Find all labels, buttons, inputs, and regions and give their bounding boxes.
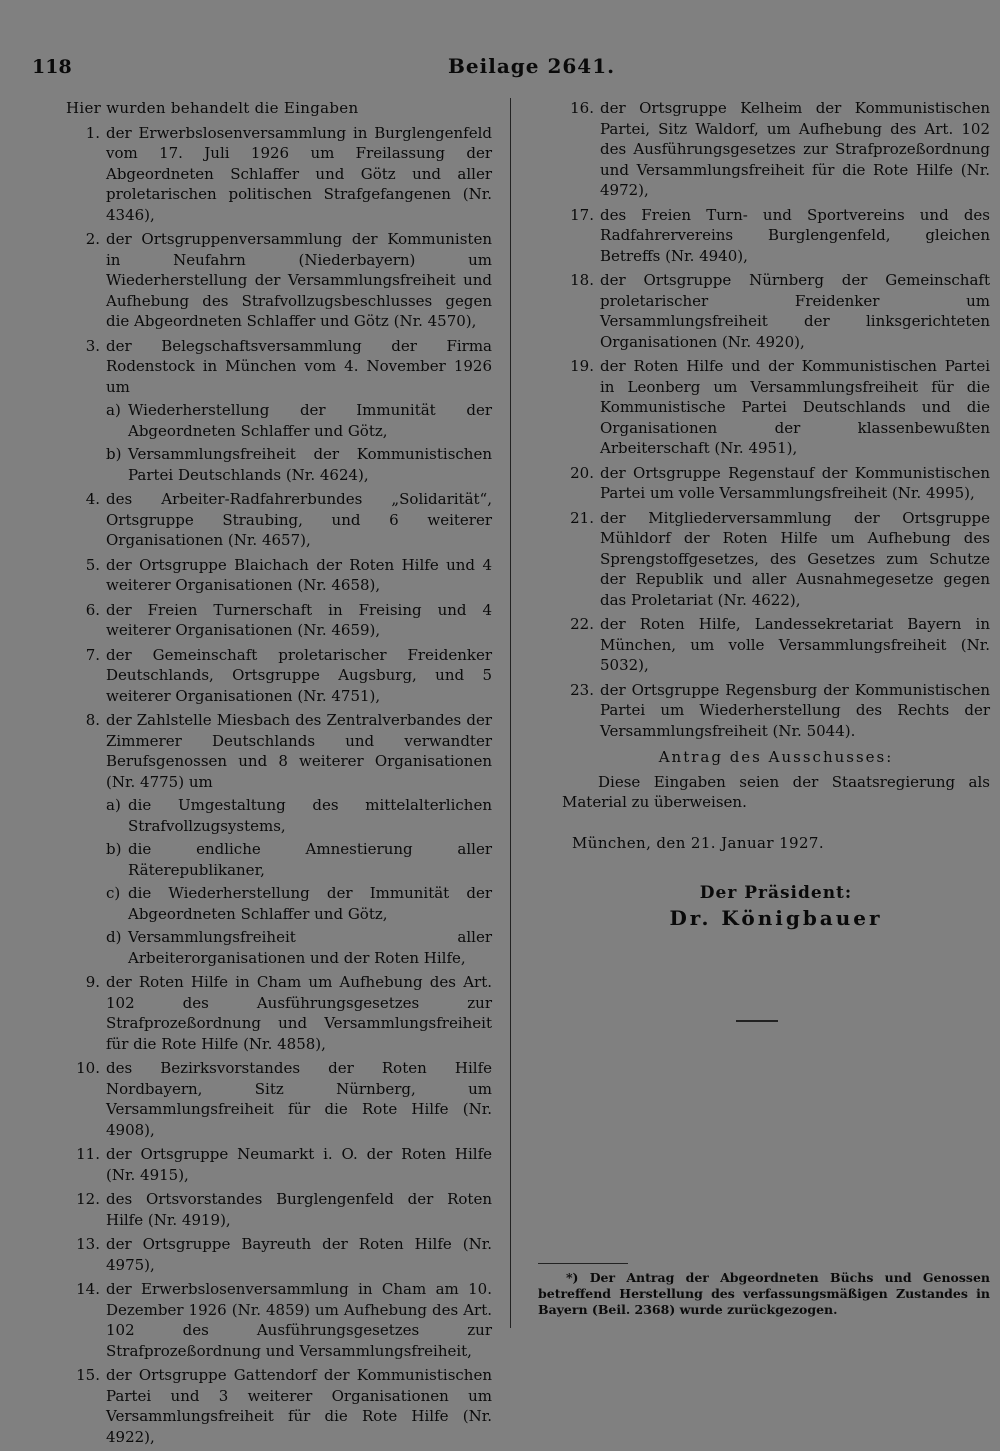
list-item	[66, 600, 492, 641]
item-body	[106, 489, 492, 551]
president-name: Dr. Königbauer	[669, 905, 883, 930]
item-text: der Ortsgruppe Regensburg der Kommunistischen Partei um Wiederherstellung des Rechts der Versammlungsfreiheit (Nr. 5044).	[600, 680, 990, 740]
item-body	[106, 1279, 492, 1361]
sub-text: Versammlungsfreiheit der Kommunistischen Partei Deutschlands (Nr. 4624),	[128, 445, 492, 484]
item-text: des Freien Turn- und Sportvereins und des Radfahrervereins Burglengenfeld, gleichen Betreffs (Nr. 4940),	[600, 205, 990, 265]
sub-label: a)	[106, 796, 121, 814]
right-column	[562, 98, 990, 928]
item-number: 18.	[570, 271, 594, 289]
item-number: 11.	[76, 1145, 100, 1163]
list-item	[66, 1058, 492, 1140]
intro-text: Hier wurden behandelt die Eingaben	[66, 99, 359, 117]
list-item	[66, 489, 492, 551]
item-text: der Belegschaftsversammlung der Firma Rodenstock in München vom 4. November 1926 um	[106, 336, 492, 396]
item-number: 10.	[76, 1059, 100, 1077]
sub-text: die Wiederherstellung der Immunität der Abgeordneten Schlaffer und Götz,	[128, 884, 492, 923]
sub-list	[106, 400, 492, 485]
sub-label: c)	[106, 884, 121, 902]
left-entry-list	[66, 123, 492, 1448]
list-item	[66, 336, 492, 486]
item-number: 5.	[85, 555, 100, 574]
item-text: der Ortsgruppe Regenstauf der Kommunistischen Partei um volle Versammlungsfreiheit (Nr. 4995),	[600, 463, 990, 502]
list-item	[562, 680, 990, 742]
left-column	[66, 98, 492, 1451]
list-item	[562, 98, 990, 201]
item-text: der Roten Hilfe, Landessekretariat Bayern in München, um volle Versammlungsfreiheit (Nr. 5032),	[600, 615, 990, 674]
item-body	[106, 1189, 492, 1230]
item-body	[106, 1144, 492, 1185]
item-number: 6.	[85, 600, 100, 619]
committee-motion-text: Diese Eingaben seien der Staatsregierung als Material zu überweisen.	[562, 772, 990, 811]
item-text: der Gemeinschaft proletarischer Freidenker Deutschlands, Ortsgruppe Augsburg, und 5 weiterer Organisationen (Nr. 4751),	[106, 645, 492, 705]
item-text: der Roten Hilfe in Cham um Aufhebung des Art. 102 des Ausführungsgesetzes zur Strafprozeßordnung und Versammlungsfreiheit für die Rote Hilfe (Nr. 4858),	[106, 973, 492, 1053]
sub-list	[106, 795, 492, 968]
list-item	[66, 555, 492, 596]
sub-text: die endliche Amnestierung aller Räterepublikaner,	[128, 840, 492, 879]
item-body	[106, 645, 492, 707]
item-body	[600, 356, 990, 459]
item-text: der Erwerbslosenversammlung in Burglengenfeld vom 17. Juli 1926 um Freilassung der Abgeordneten Schlaffer und Götz und aller proletarischen politischen Strafgefangenen (Nr. 4346),	[106, 123, 492, 224]
item-text: der Freien Turnerschaft in Freising und 4 weiterer Organisationen (Nr. 4659),	[106, 600, 492, 639]
sub-text: Wiederherstellung der Immunität der Abgeordneten Schlaffer und Götz,	[128, 401, 492, 440]
item-text: der Ortsgruppe Kelheim der Kommunistischen Partei, Sitz Waldorf, um Aufhebung des Art. 102 des Ausführungsgesetzes zur Strafprozeßordnung und Versammlungsfreiheit für die Rote Hilfe (Nr. 4972),	[600, 99, 990, 199]
item-number: 17.	[570, 205, 594, 224]
page-number: 118	[32, 56, 72, 78]
item-number: 20.	[570, 463, 594, 482]
sub-text: die Umgestaltung des mittelalterlichen Strafvollzugsystems,	[128, 796, 492, 835]
item-text: der Mitgliederversammlung der Ortsgruppe Mühldorf der Roten Hilfe um Aufhebung des Sprengstoffgesetzes, des Gesetzes zum Schutze der Republik und aller Ausnahmegesetze gegen das Proletariat (Nr. 4622),	[600, 508, 990, 609]
sub-item	[106, 927, 492, 968]
item-body	[106, 1365, 492, 1447]
sub-label: d)	[106, 928, 122, 946]
item-body	[106, 336, 492, 486]
item-body	[106, 1058, 492, 1140]
list-item	[66, 710, 492, 968]
item-text: der Ortsgruppe Blaichach der Roten Hilfe und 4 weiterer Organisationen (Nr. 4658),	[106, 555, 492, 594]
item-body	[600, 508, 990, 611]
item-body	[600, 680, 990, 742]
item-text: der Ortsgruppenversammlung der Kommunisten in Neufahrn (Niederbayern) um Wiederherstellung der Versammlungsfreiheit und Aufhebung des Strafvollzugsbeschlusses gegen die Abgeordneten Schlaffer und Götz (Nr. 4570),	[106, 230, 492, 330]
list-item	[562, 205, 990, 267]
item-number: 8.	[85, 711, 100, 729]
item-number: 4.	[85, 490, 100, 508]
item-number: 14.	[76, 1280, 100, 1298]
sub-text: Versammlungsfreiheit aller Arbeiterorganisationen und der Roten Hilfe,	[128, 928, 492, 967]
item-number: 7.	[85, 645, 100, 664]
list-item	[562, 270, 990, 352]
sub-label: b)	[106, 840, 122, 858]
dateline: München, den 21. Januar 1927.	[572, 833, 825, 852]
president-title: Der Präsident:	[699, 883, 853, 903]
item-text: der Roten Hilfe und der Kommunistischen Partei in Leonberg um Versammlungsfreiheit für die Kommunistische Partei Deutschlands und die Organisationen der klassenbewußten Arbeiterschaft (Nr. 4951),	[600, 357, 990, 457]
list-item	[562, 356, 990, 459]
list-item	[66, 1189, 492, 1230]
list-item	[66, 1144, 492, 1185]
item-body	[106, 555, 492, 596]
sub-item	[106, 400, 492, 441]
list-item	[562, 508, 990, 611]
item-text: der Erwerbslosenversammlung in Cham am 10. Dezember 1926 (Nr. 4859) um Aufhebung des Art. 102 des Ausführungsgesetzes zur Strafprozeßordnung und Versammlungsfreiheit,	[106, 1280, 492, 1360]
item-number: 3.	[85, 336, 100, 355]
item-text: der Ortsgruppe Neumarkt i. O. der Roten Hilfe (Nr. 4915),	[106, 1145, 492, 1184]
item-number: 21.	[570, 508, 594, 527]
sub-item	[106, 444, 492, 485]
item-text: des Ortsvorstandes Burglengenfeld der Roten Hilfe (Nr. 4919),	[106, 1190, 492, 1229]
list-item	[66, 1365, 492, 1447]
list-item	[66, 123, 492, 226]
closing-rule	[736, 1020, 778, 1022]
item-body	[106, 600, 492, 641]
item-number: 15.	[76, 1366, 100, 1384]
list-item	[66, 645, 492, 707]
page-title: Beilage 2641.	[448, 54, 616, 78]
item-body	[600, 463, 990, 504]
sub-label: b)	[106, 445, 122, 463]
list-item	[66, 1279, 492, 1361]
list-item	[562, 614, 990, 676]
sub-label: a)	[106, 401, 121, 419]
item-number: 23.	[570, 680, 594, 699]
item-text: der Ortsgruppe Nürnberg der Gemeinschaft proletarischer Freidenker um Versammlungsfreiheit der linksgerichteten Organisationen (Nr. 4920),	[600, 271, 990, 351]
sub-item	[106, 883, 492, 924]
sub-item	[106, 839, 492, 880]
item-text: der Ortsgruppe Bayreuth der Roten Hilfe (Nr. 4975),	[106, 1235, 492, 1274]
item-body	[106, 229, 492, 332]
item-number: 13.	[76, 1235, 100, 1253]
item-number: 12.	[76, 1190, 100, 1208]
item-body	[106, 710, 492, 968]
item-number: 9.	[85, 973, 100, 991]
item-body	[600, 270, 990, 352]
item-body	[600, 205, 990, 267]
right-entry-list	[562, 98, 990, 741]
column-divider	[510, 98, 511, 1328]
item-body	[600, 614, 990, 676]
list-item	[66, 1234, 492, 1275]
footnote: *) Der Antrag der Abgeordneten Büchs und Genossen betreffend Herstellung des verfassungsmäßigen Zustandes in Bayern (Beil. 2368) wurde zurückgezogen.	[538, 1270, 990, 1317]
item-number: 1.	[85, 123, 100, 142]
item-text: des Arbeiter-Radfahrerbundes „Solidarität“, Ortsgruppe Straubing, und 6 weiterer Organisationen (Nr. 4657),	[106, 490, 492, 549]
sub-item	[106, 795, 492, 836]
footnote-rule	[538, 1263, 628, 1264]
item-text: der Ortsgruppe Gattendorf der Kommunistischen Partei und 3 weiterer Organisationen um Versammlungsfreiheit für die Rote Hilfe (Nr. 4922),	[106, 1366, 492, 1446]
list-item	[66, 229, 492, 332]
item-body	[600, 98, 990, 201]
committee-motion-title: Antrag des Ausschusses:	[658, 748, 894, 766]
list-item	[66, 972, 492, 1054]
item-number: 16.	[570, 99, 594, 117]
item-number: 22.	[570, 615, 594, 633]
item-body	[106, 972, 492, 1054]
item-body	[106, 123, 492, 226]
item-text: der Zahlstelle Miesbach des Zentralverbandes der Zimmerer Deutschlands und verwandter Berufsgenossen und 8 weiterer Organisationen (Nr. 4775) um	[106, 711, 492, 791]
item-body	[106, 1234, 492, 1275]
item-number: 19.	[570, 357, 594, 375]
list-item	[562, 463, 990, 504]
item-text: des Bezirksvorstandes der Roten Hilfe Nordbayern, Sitz Nürnberg, um Versammlungsfreiheit für die Rote Hilfe (Nr. 4908),	[106, 1059, 492, 1139]
item-number: 2.	[85, 230, 100, 248]
